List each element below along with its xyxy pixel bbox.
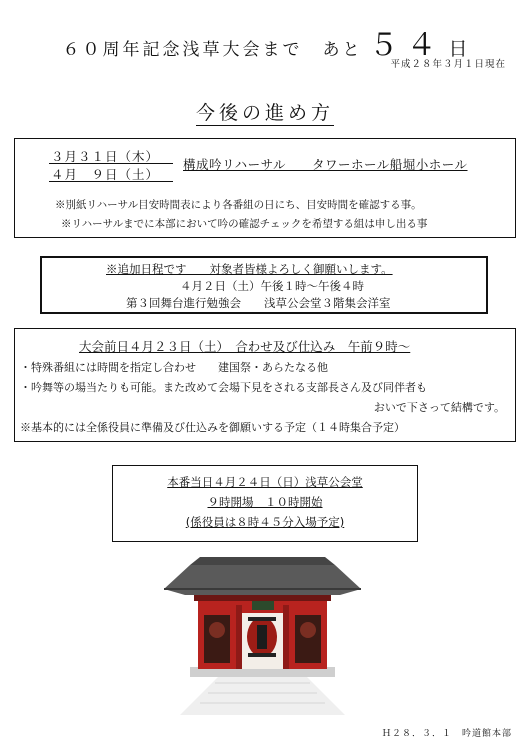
lantern-calligraphy bbox=[257, 625, 267, 649]
main-day-staff-entry: (係役員は８時４５分入場予定) bbox=[185, 515, 345, 529]
date-underline-1 bbox=[49, 163, 173, 164]
rehearsal-box bbox=[14, 138, 516, 238]
eve-note: ※基本的には全係役員に準備及び仕込みを御願いする予定（１４時集合予定） bbox=[20, 421, 405, 434]
added-schedule-place: 第３回舞台進行勉強会 浅草公会堂３階集会洋室 bbox=[126, 296, 391, 310]
countdown-suffix: 日 bbox=[448, 38, 468, 60]
rehearsal-note-2: ※リハーサルまでに本部において吟の確認チェックを希望する組は申し出る事 bbox=[61, 218, 428, 230]
left-guardian-statue bbox=[209, 622, 225, 638]
page-title-text: 今後の進め方 bbox=[195, 102, 334, 124]
rehearsal-date-2: ４月 ９日（土） bbox=[51, 167, 160, 182]
rehearsal-note-1: ※別紙リハーサル目安時間表により各番組の日にち、目安時間を確認する事。 bbox=[55, 199, 422, 211]
gate-plaque bbox=[252, 601, 274, 610]
countdown-days: ５４ bbox=[368, 28, 445, 63]
as-of-date: 平成２８年３月１日現在 bbox=[390, 59, 506, 70]
added-schedule-notice: ※追加日程です 対象者皆様よろしく御願いします。 bbox=[106, 262, 393, 276]
lantern-bottom bbox=[248, 653, 276, 657]
rehearsal-title: 構成吟リハーサル タワーホール船堀小ホール bbox=[183, 157, 468, 172]
main-day-venue: 本番当日４月２４日（日）浅草公会堂 bbox=[167, 475, 363, 489]
page-title bbox=[0, 98, 530, 125]
eve-title: 大会前日４月２３日（土） 合わせ及び仕込み 午前９時〜 bbox=[79, 339, 411, 354]
added-schedule-time: ４月２日（土）午後１時〜午後４時 bbox=[180, 279, 364, 293]
gate-pillar bbox=[283, 605, 289, 669]
right-guardian-statue bbox=[300, 622, 316, 638]
kaminarimon-gate-illustration bbox=[160, 555, 365, 715]
added-schedule-box bbox=[40, 256, 488, 314]
gate-roof-ridge bbox=[190, 557, 335, 565]
eve-box bbox=[14, 328, 516, 442]
rehearsal-date-1: ３月３１日（木） bbox=[51, 149, 160, 164]
gate-roof bbox=[164, 565, 361, 595]
main-day-box bbox=[112, 465, 418, 542]
countdown-prefix: ６０周年記念浅草大会まで あと bbox=[62, 40, 363, 60]
eve-bullet-2: ・吟舞等の場当たりも可能。また改めて会場下見をされる支部長さん及び同伴者も bbox=[20, 381, 427, 394]
date-underline-2 bbox=[49, 181, 173, 182]
footer-issuer: Ｈ２８．３．１ 吟道館本部 bbox=[381, 729, 512, 739]
main-day-times: ９時開場 １０時開始 bbox=[207, 495, 323, 509]
eve-bullet-2-cont: おいで下さって結構です。 bbox=[373, 401, 505, 414]
gate-pillar bbox=[236, 605, 242, 669]
lantern-top bbox=[248, 617, 276, 621]
gate-ground bbox=[180, 675, 345, 715]
eve-bullet-1: ・特殊番組には時間を指定し合わせ 建国祭・あらたなる他 bbox=[20, 361, 328, 374]
